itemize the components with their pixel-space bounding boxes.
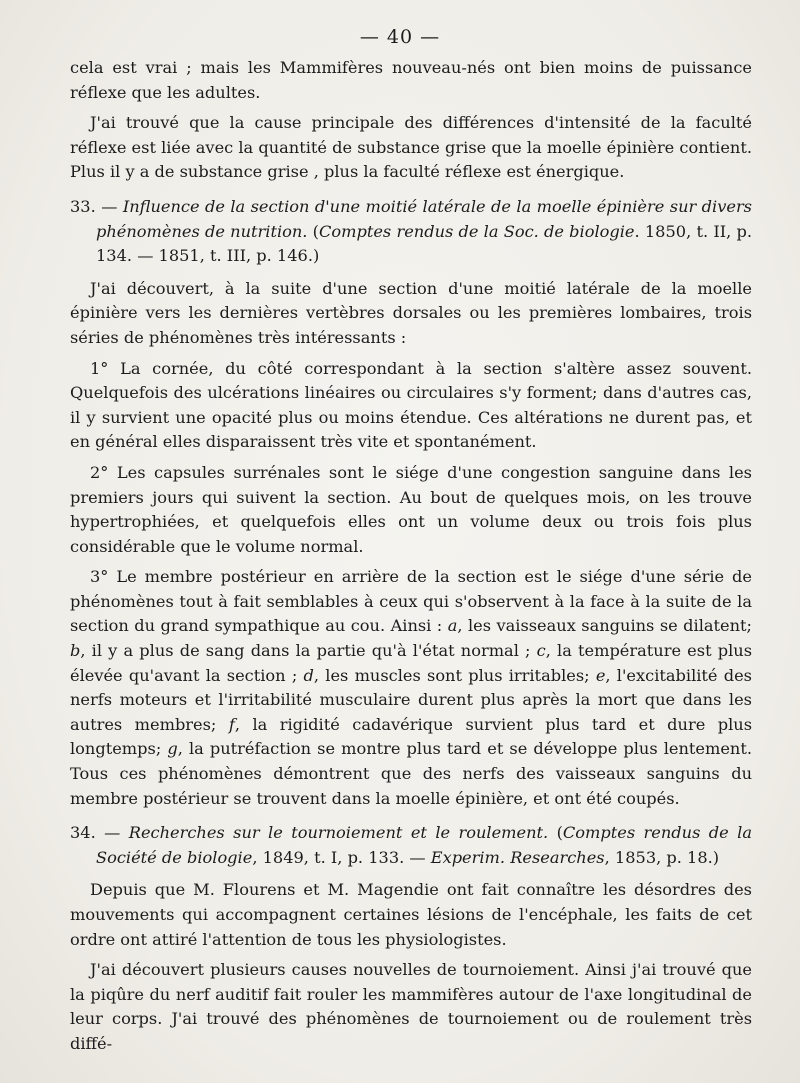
item-hind-limb-text: , les vaisseaux sanguins se dilatent; bbox=[457, 616, 752, 636]
entry-34-ref-book: Experim. Researches bbox=[430, 847, 605, 867]
paragraph-flourens-magendie: Depuis que M. Flourens et M. Magendie ont fait connaître les désordres des mouvements qui accompagnent certaines lésions de l'encéphale, les faits de cet ordre ont attiré l'attention de tous les physiologistes. bbox=[70, 880, 752, 949]
item-capsules: 2° Les capsules surrénales sont le siége d'une congestion sanguine dans les premiers jours qui suivent la section. Au bout de quelques mois, on les trouve hypertrophiées, et quelquefois elles ont un volume deux ou trois fois plus considérable que le volume normal. bbox=[70, 462, 752, 556]
letter-b: b bbox=[70, 641, 81, 661]
item-hind-limb bbox=[70, 565, 752, 811]
item-hind-limb-text: 3° Le membre postérieur en arrière de la section est le siége d'une série de phénomènes tout à fait semblables à ceux qui s'observent à la face à la suite de la section du grand sympathique au cou. Ainsi : bbox=[70, 567, 752, 636]
entry-34-ref-mid: , 1849, t. I, p. 133. — bbox=[252, 847, 431, 867]
paragraph-reflex-cause: J'ai trouvé que la cause principale des différences d'intensité de la faculté réflexe est liée avec la quantité de substance grise que la moelle épinière contient. Plus il y a de substance grise , plus la faculté réflexe est énergique. bbox=[70, 113, 752, 182]
item-hind-limb-text: , la température est plus élevée qu'avant la section ; bbox=[70, 641, 752, 685]
letter-e: e bbox=[595, 665, 606, 685]
letter-g: g bbox=[167, 739, 178, 759]
entry-33-heading bbox=[70, 195, 752, 269]
item-cornea: 1° La cornée, du côté correspondant à la section s'altère assez souvent. Quelquefois des ulcérations linéaires ou circulaires s'y forment; dans d'autres cas, il y survient une opacité plus ou moins étendue. Ces altérations ne durent pas, et en général elles disparaissent très vite et spontanément. bbox=[70, 358, 752, 452]
entry-34-ref-journal: Comptes rendus de la Société de biologie bbox=[96, 823, 752, 867]
entry-34-dash: — bbox=[95, 823, 129, 843]
entry-34-ref-details: , 1853, p. 18.) bbox=[604, 847, 720, 867]
body-text bbox=[70, 56, 752, 1063]
paragraph-discovery: J'ai découvert, à la suite d'une section d'une moitié latérale de la moelle épinière vers les dernières vertèbres dorsales ou les premières lombaires, trois séries de phénomènes très intéressants : bbox=[70, 278, 752, 347]
page-number: — 40 — bbox=[359, 26, 441, 48]
entry-34-title: Recherches sur le tournoiement et le roulement. bbox=[128, 823, 549, 843]
item-hind-limb-text: , la rigidité cadavérique survient plus tard et dure plus longtemps; bbox=[70, 714, 752, 759]
letter-c: c bbox=[536, 641, 546, 661]
entry-33-title: Influence de la section d'une moitié latérale de la moelle épinière sur divers phénomènes de nutrition. bbox=[96, 196, 752, 241]
item-hind-limb-text: , il y a plus de sang dans la partie qu'à l'état normal ; bbox=[80, 641, 537, 661]
item-hind-limb-text: , les muscles sont plus irritables; bbox=[313, 665, 596, 685]
entry-34-number: 34. bbox=[70, 823, 96, 843]
paragraph-continuation: cela est vrai ; mais les Mammifères nouveau-nés ont bien moins de puissance réflexe que les adultes. bbox=[70, 58, 752, 102]
entry-33-ref-journal: Comptes rendus de la Soc. de biologie bbox=[319, 221, 635, 241]
letter-d: d bbox=[303, 665, 314, 685]
letter-a: a bbox=[447, 616, 458, 636]
entry-33-ref-details: . 1850, t. II, p. 134. — 1851, t. III, p. 146.) bbox=[96, 221, 752, 266]
entry-34-heading bbox=[70, 821, 752, 870]
item-hind-limb-text: , la putréfaction se montre plus tard et se développe plus lentement. Tous ces phénomènes démontrent que des nerfs des vaisseaux sanguins du membre postérieur se trouvent dans la moelle épinière, et ont été coupés. bbox=[70, 739, 752, 808]
entry-33-dash: — bbox=[95, 196, 123, 216]
letter-f: f bbox=[228, 714, 235, 734]
paragraph-new-causes: J'ai découvert plusieurs causes nouvelles de tournoiement. Ainsi j'ai trouvé que la piqûre du nerf auditif fait rouler les mammifères autour de l'axe longitudinal de leur corps. J'ai trouvé des phénomènes de tournoiement ou de roulement très diffé- bbox=[70, 960, 752, 1053]
entry-33-number: 33. bbox=[70, 196, 96, 216]
entry-33-ref-open: ( bbox=[307, 221, 319, 241]
item-hind-limb-text: , l'excitabilité des nerfs moteurs et l'irritabilité musculaire durent plus après la mort que dans les autres membres; bbox=[70, 665, 752, 734]
entry-34-ref-open: ( bbox=[548, 823, 563, 843]
